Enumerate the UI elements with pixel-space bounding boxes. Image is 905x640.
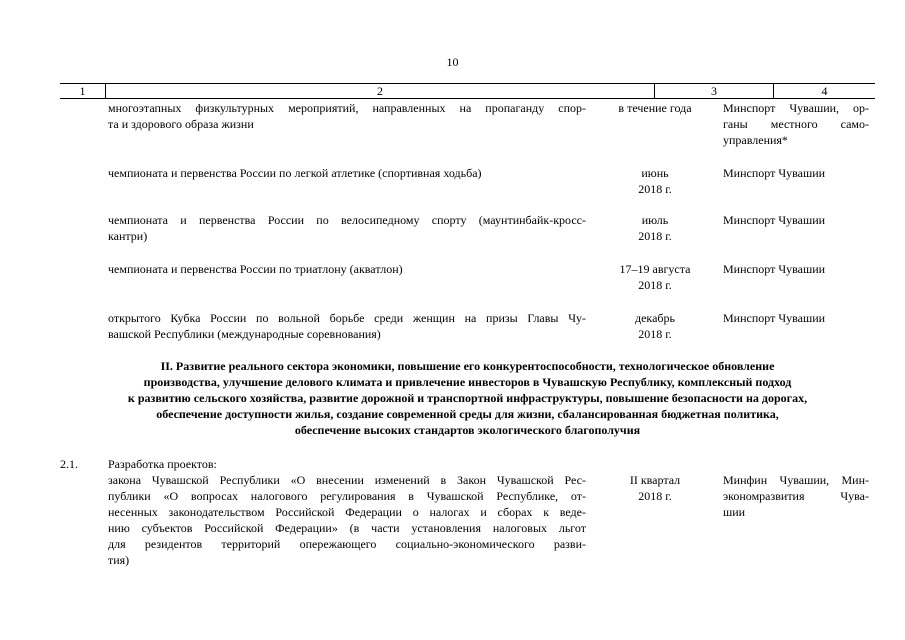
row-responsible <box>723 310 869 326</box>
row-responsible <box>723 165 869 181</box>
heading-line: II. Развитие реального сектора экономики, повышение его конкурентоспособности, технологическое обновление <box>160 359 775 373</box>
item-title: Разработка проектов: <box>108 457 217 471</box>
text-line: тия) <box>108 553 130 567</box>
text-line: II квартал <box>629 473 681 487</box>
row-description <box>108 100 586 132</box>
row-description <box>108 310 586 342</box>
table-header-col-4: 4 <box>821 84 828 98</box>
item-number: 2.1. <box>60 457 78 471</box>
text-line: 17–19 августа <box>619 262 691 276</box>
text-line: для резидентов территорий опережающего социально-экономического разви- <box>108 537 586 551</box>
page-number: 10 <box>446 55 459 69</box>
text-line: июнь <box>641 166 669 180</box>
text-line: открытого Кубка России по вольной борьбе среди женщин на призы Главы Чу- <box>108 311 586 325</box>
text-line: 2018 г. <box>638 182 672 196</box>
row-responsible <box>723 472 869 520</box>
row-term <box>607 165 703 197</box>
text-line: Минспорт Чувашии <box>723 311 826 325</box>
text-line: Минспорт Чувашии <box>723 213 826 227</box>
table-header-col-2: 2 <box>106 84 655 98</box>
text-line: 2018 г. <box>638 327 672 341</box>
text-line: в течение года <box>618 101 692 115</box>
text-line: вашской Республики (международные соревнования) <box>108 327 381 341</box>
text-line: та и здорового образа жизни <box>108 117 254 131</box>
heading-line: обеспечение высоких стандартов экологического благополучия <box>294 423 641 437</box>
text-line: чемпионата и первенства России по велосипедному спорту (маунтинбайк-кросс- <box>108 213 586 227</box>
text-line: многоэтапных физкультурных мероприятий, направленных на пропаганду спор- <box>108 101 586 115</box>
text-line: управления* <box>723 133 788 147</box>
text-line: несенных законодательством Российской Федерации о налогах и сборах к веде- <box>108 505 586 519</box>
row-responsible <box>723 100 869 148</box>
row-responsible <box>723 212 869 228</box>
text-line: закона Чувашской Республики «О внесении изменений в Закон Чувашской Рес- <box>108 473 586 487</box>
row-description <box>108 212 586 244</box>
row-term <box>607 212 703 244</box>
heading-line: обеспечение доступности жилья, создание современной среды для жизни, сбалансированная бюджетная политика, <box>156 407 779 421</box>
text-line: Минспорт Чувашии, ор- <box>723 101 869 115</box>
table-header-col-1: 1 <box>60 84 106 98</box>
heading-line: производства, улучшение делового климата и привлечение инвесторов в Чувашскую Республику, комплексный подход <box>143 375 792 389</box>
row-term <box>607 310 703 342</box>
row-term <box>607 100 703 116</box>
row-responsible <box>723 261 869 277</box>
text-line: Минспорт Чувашии <box>723 166 826 180</box>
table-header-col-3: 3 <box>655 84 774 98</box>
row-description <box>108 165 586 181</box>
text-line: шии <box>723 505 746 519</box>
row-term <box>607 261 703 293</box>
heading-line: к развитию сельского хозяйства, развитие дорожной и транспортной инфраструктуры, повышение безопасности на дорогах, <box>127 391 808 405</box>
text-line: публики «О вопросах налогового регулирования в Чувашской Республике, от- <box>108 489 586 503</box>
text-line: ганы местного само- <box>723 117 869 131</box>
section-heading <box>60 358 875 438</box>
text-line: июль <box>641 213 669 227</box>
text-line: чемпионата и первенства России по триатлону (акватлон) <box>108 262 403 276</box>
text-line: 2018 г. <box>638 229 672 243</box>
text-line: 2018 г. <box>638 278 672 292</box>
row-description <box>108 261 586 277</box>
row-term <box>607 472 703 504</box>
text-line: экономразвития Чува- <box>723 489 869 503</box>
text-line: декабрь <box>635 311 675 325</box>
text-line: чемпионата и первенства России по легкой атлетике (спортивная ходьба) <box>108 166 482 180</box>
text-line: нию субъектов Российской Федерации» (в части установления налоговых льгот <box>108 521 586 535</box>
text-line: кантри) <box>108 229 148 243</box>
row-description <box>108 456 586 568</box>
text-line: Минфин Чувашии, Мин- <box>723 473 869 487</box>
text-line: Минспорт Чувашии <box>723 262 826 276</box>
text-line: 2018 г. <box>638 489 672 503</box>
table-header-row <box>60 83 875 99</box>
